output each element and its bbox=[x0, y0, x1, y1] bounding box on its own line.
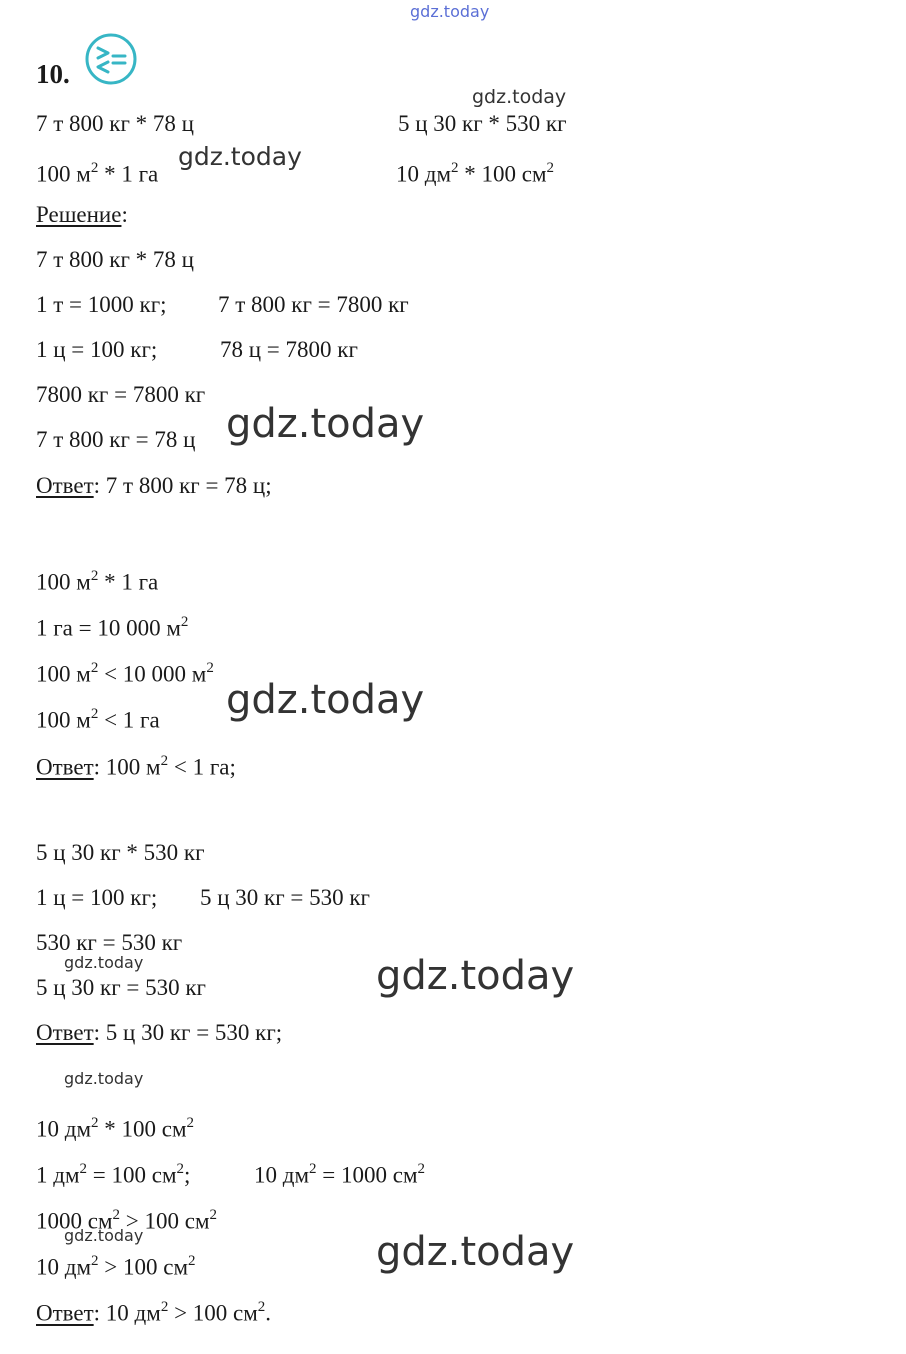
s3-line-3: 530 кг = 530 кг bbox=[36, 930, 183, 955]
s4-line-2a: 1 $дм^2 = 100$ $см^2$; bbox=[36, 1161, 191, 1188]
s2-line-4: 100 $м^2 < 1$ га bbox=[36, 706, 160, 733]
s3-line-1: 5 ц 30 кг * 530 кг bbox=[36, 840, 205, 865]
s2-line-2: 1 га = 10 000 $м^2$ bbox=[36, 614, 189, 641]
s1-line-3a: 1 ц = 100 кг; bbox=[36, 337, 158, 362]
s1-answer: Ответ: 7 т 800 кг = 78 ц; bbox=[36, 473, 272, 498]
s1-line-2a: 1 т = 1000 кг; bbox=[36, 292, 167, 317]
s1-line-4: 7800 кг = 7800 кг bbox=[36, 382, 206, 407]
s2-line-1: 100 $м^2 * 1$ га bbox=[36, 568, 159, 595]
s1-line-2b: 7 т 800 кг = 7800 кг bbox=[218, 292, 409, 317]
problem-1: 7 т 800 кг * 78 ц bbox=[36, 111, 194, 136]
watermark: gdz.today bbox=[178, 142, 302, 171]
s4-line-4: 10 $дм^2 > 100$ $см^2$ bbox=[36, 1253, 196, 1280]
solution-label: Решение: bbox=[36, 202, 128, 227]
watermark: gdz.today bbox=[472, 86, 567, 108]
compare-signs-icon bbox=[84, 32, 138, 86]
problem-2: 5 ц 30 кг * 530 кг bbox=[398, 111, 567, 136]
s2-line-3: 100 $м^2 < 10$ 000 $м^2$ bbox=[36, 660, 214, 687]
s3-answer: Ответ: 5 ц 30 кг = 530 кг; bbox=[36, 1020, 283, 1045]
watermark: gdz.today bbox=[64, 1069, 144, 1088]
s4-line-2b: 10 $дм^2 = 1000$ $см^2$ bbox=[254, 1161, 425, 1188]
s2-answer: Ответ: 100 $м^2 < 1$ га; bbox=[36, 753, 236, 780]
watermark: gdz.today bbox=[226, 401, 425, 447]
s4-line-3: 1000 $см^2 > 100$ $см^2$ bbox=[36, 1207, 217, 1234]
s1-line-5: 7 т 800 кг = 78 ц bbox=[36, 427, 196, 452]
s1-line-3b: 78 ц = 7800 кг bbox=[220, 337, 358, 362]
watermark: gdz.today bbox=[226, 677, 425, 723]
s3-line-2b: 5 ц 30 кг = 530 кг bbox=[200, 885, 370, 910]
s1-line-1: 7 т 800 кг * 78 ц bbox=[36, 247, 194, 272]
problem-4: 10 $дм^2 * 100$ $см^2$ bbox=[396, 160, 555, 187]
watermark-top: gdz.today bbox=[410, 2, 490, 21]
watermark: gdz.today bbox=[376, 1229, 575, 1275]
s3-line-2a: 1 ц = 100 кг; bbox=[36, 885, 158, 910]
s3-line-4: 5 ц 30 кг = 530 кг bbox=[36, 975, 206, 1000]
watermark: gdz.today bbox=[64, 953, 144, 972]
s4-line-1: 10 $дм^2 * 100$ $см^2$ bbox=[36, 1115, 195, 1142]
watermark: gdz.today bbox=[376, 953, 575, 999]
watermark: gdz.today bbox=[64, 1226, 144, 1245]
s4-answer: Ответ: 10 $дм^2 > 100$ $см^2$. bbox=[36, 1299, 272, 1326]
task-number: 10. bbox=[36, 59, 70, 89]
problem-3: 100 $м^2 * 1$ га bbox=[36, 160, 159, 187]
